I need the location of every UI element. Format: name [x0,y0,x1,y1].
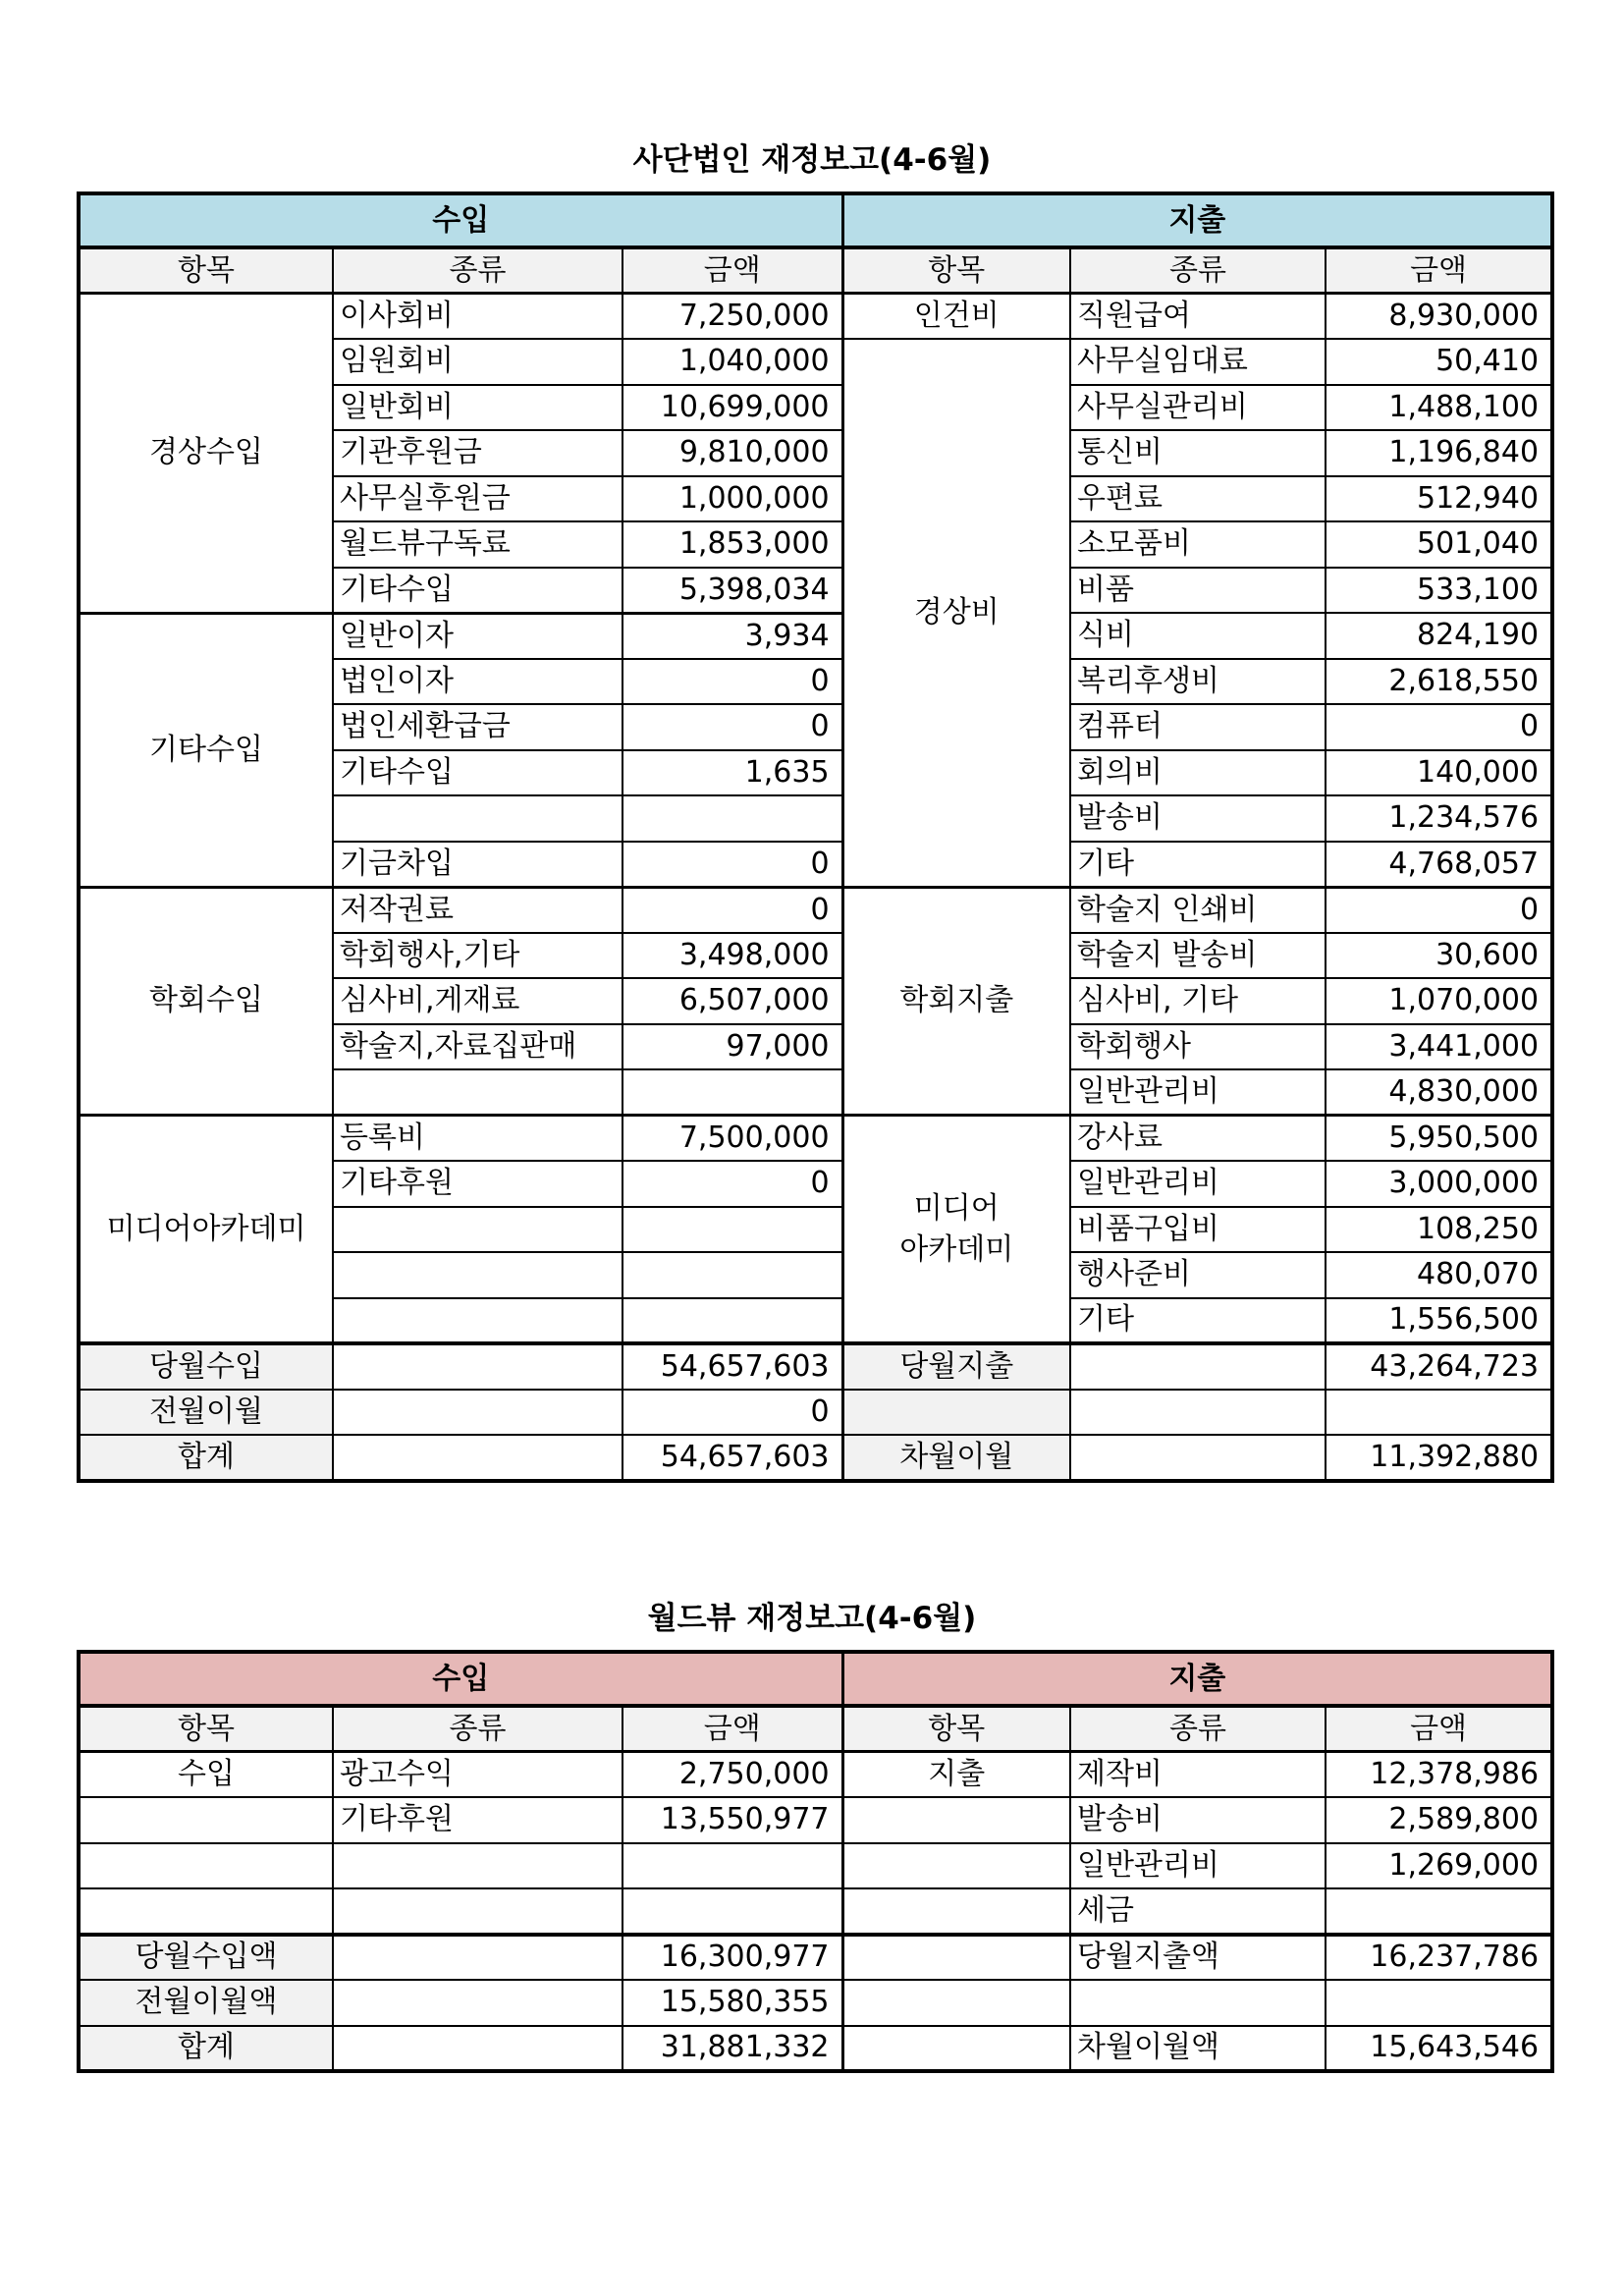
expense-category: 학회지출 [842,887,1070,1116]
income-amount: 2,750,000 [623,1752,842,1798]
summary-expense-type [1070,1343,1326,1390]
table-row [79,294,1552,340]
income-amount: 10,699,000 [623,385,842,431]
expense-amount: 501,040 [1326,521,1552,568]
expense-type: 컴퓨터 [1070,704,1326,750]
expense-amount: 30,600 [1326,933,1552,979]
summary-income-item: 전월이월액 [79,1980,333,2026]
summary-row [79,1935,1552,1981]
expense-amount: 5,950,500 [1326,1116,1552,1162]
expense-amount: 4,830,000 [1326,1069,1552,1116]
summary-expense-item [842,1935,1070,1981]
expense-amount: 1,196,840 [1326,430,1552,476]
col-amount-header: 금액 [623,247,842,294]
income-type: 등록비 [333,1116,623,1162]
income-amount [623,1207,842,1253]
summary-income-amount: 0 [623,1390,842,1436]
col-item-header: 항목 [842,247,1070,294]
summary-expense-amount: 43,264,723 [1326,1343,1552,1390]
expense-amount: 2,589,800 [1326,1797,1552,1843]
expense-amount: 480,070 [1326,1252,1552,1298]
table-row [79,1797,1552,1843]
income-amount [623,795,842,842]
expense-amount: 50,410 [1326,339,1552,385]
income-amount [623,1069,842,1116]
income-category: 학회수입 [79,887,333,1116]
income-header: 수입 [79,1652,842,1706]
income-amount: 7,250,000 [623,294,842,340]
expense-type: 기타 [1070,1298,1326,1344]
income-type [333,1843,623,1889]
summary-expense-type: 차월이월액 [1070,2026,1326,2072]
expense-amount: 512,940 [1326,476,1552,522]
income-amount: 7,500,000 [623,1116,842,1162]
expense-header: 지출 [842,1652,1552,1706]
summary-row [79,1390,1552,1436]
expense-type: 세금 [1070,1888,1326,1935]
income-amount: 1,000,000 [623,476,842,522]
report1-table [77,191,1554,1483]
summary-income-type [333,1343,623,1390]
summary-income-label: 당월수입 [79,1343,333,1390]
expense-amount: 0 [1326,704,1552,750]
expense-item [842,1888,1070,1935]
summary-income-amount: 31,881,332 [623,2026,842,2072]
expense-amount: 4,768,057 [1326,842,1552,888]
expense-amount: 1,234,576 [1326,795,1552,842]
income-type [333,1207,623,1253]
summary-expense-type [1070,1390,1326,1436]
expense-amount [1326,1888,1552,1935]
income-type: 임원회비 [333,339,623,385]
summary-income-amount: 54,657,603 [623,1435,842,1481]
income-header: 수입 [79,193,842,247]
expense-type: 일반관리비 [1070,1161,1326,1207]
income-type: 이사회비 [333,294,623,340]
expense-type: 복리후생비 [1070,659,1326,705]
expense-amount: 3,000,000 [1326,1161,1552,1207]
income-type: 일반이자 [333,613,623,659]
summary-expense-amount [1326,1980,1552,2026]
report1-title: 사단법인 재정보고(4-6월) [632,142,992,178]
income-amount: 1,853,000 [623,521,842,568]
income-amount: 9,810,000 [623,430,842,476]
summary-row [79,2026,1552,2072]
expense-amount: 140,000 [1326,750,1552,796]
summary-expense-type [1070,1980,1326,2026]
summary-income-amount: 16,300,977 [623,1935,842,1981]
report2-title: 월드뷰 재정보고(4-6월) [647,1601,977,1636]
col-amount-header: 금액 [1326,1706,1552,1752]
summary-income-type [333,1980,623,2026]
income-type: 월드뷰구독료 [333,521,623,568]
summary-expense-amount [1326,1390,1552,1436]
income-type: 학술지,자료집판매 [333,1024,623,1070]
table-row [79,613,1552,659]
col-type-header: 종류 [1070,247,1326,294]
income-amount [623,1252,842,1298]
income-type [333,1888,623,1935]
income-amount: 0 [623,1161,842,1207]
income-item [79,1888,333,1935]
expense-amount: 3,441,000 [1326,1024,1552,1070]
summary-income-amount: 15,580,355 [623,1980,842,2026]
income-item: 수입 [79,1752,333,1798]
income-amount [623,1843,842,1889]
expense-category: 인건비 [842,294,1070,340]
summary-income-type [333,1390,623,1436]
income-item [79,1843,333,1889]
income-type: 기타후원 [333,1161,623,1207]
summary-expense-amount: 11,392,880 [1326,1435,1552,1481]
table-row [79,1888,1552,1935]
expense-amount: 2,618,550 [1326,659,1552,705]
col-item-header: 항목 [79,247,333,294]
income-amount: 1,635 [623,750,842,796]
expense-item: 지출 [842,1752,1070,1798]
expense-type: 학회행사 [1070,1024,1326,1070]
income-type: 기금차입 [333,842,623,888]
expense-type: 우편료 [1070,476,1326,522]
income-type [333,1069,623,1116]
expense-category-line: 아카데미 [899,1231,1014,1267]
summary-expense-item [842,1980,1070,2026]
expense-type: 강사료 [1070,1116,1326,1162]
summary-expense-type [1070,1435,1326,1481]
income-type: 일반회비 [333,385,623,431]
expense-header: 지출 [842,193,1552,247]
income-type: 광고수익 [333,1752,623,1798]
income-type: 저작권료 [333,887,623,933]
income-category: 기타수입 [79,613,333,887]
expense-type: 행사준비 [1070,1252,1326,1298]
income-amount: 13,550,977 [623,1797,842,1843]
expense-amount: 1,070,000 [1326,978,1552,1024]
expense-type: 발송비 [1070,795,1326,842]
expense-type: 통신비 [1070,430,1326,476]
expense-type: 학술지 인쇄비 [1070,887,1326,933]
expense-type: 발송비 [1070,1797,1326,1843]
income-amount: 0 [623,887,842,933]
income-amount: 97,000 [623,1024,842,1070]
income-type [333,1252,623,1298]
summary-expense-label [842,1390,1070,1436]
expense-type: 회의비 [1070,750,1326,796]
income-type: 심사비,게재료 [333,978,623,1024]
summary-income-item: 당월수입액 [79,1935,333,1981]
col-type-header: 종류 [1070,1706,1326,1752]
income-type: 사무실후원금 [333,476,623,522]
expense-type: 비품구입비 [1070,1207,1326,1253]
summary-expense-item [842,2026,1070,2072]
summary-income-amount: 54,657,603 [623,1343,842,1390]
income-type: 법인세환급금 [333,704,623,750]
expense-type: 식비 [1070,613,1326,659]
col-type-header: 종류 [333,247,623,294]
summary-row [79,1435,1552,1481]
expense-amount: 108,250 [1326,1207,1552,1253]
summary-income-type [333,2026,623,2072]
expense-amount: 1,488,100 [1326,385,1552,431]
summary-expense-amount: 15,643,546 [1326,2026,1552,2072]
expense-amount: 1,556,500 [1326,1298,1552,1344]
summary-income-label: 전월이월 [79,1390,333,1436]
expense-item [842,1797,1070,1843]
income-type: 법인이자 [333,659,623,705]
summary-row [79,1343,1552,1390]
expense-amount: 1,269,000 [1326,1843,1552,1889]
income-type [333,1298,623,1344]
report2-table [77,1650,1554,2073]
summary-income-item: 합계 [79,2026,333,2072]
table-row [79,1843,1552,1889]
income-type: 학회행사,기타 [333,933,623,979]
col-type-header: 종류 [333,1706,623,1752]
table-row [79,1752,1552,1798]
income-amount: 1,040,000 [623,339,842,385]
income-type: 기타수입 [333,750,623,796]
expense-type: 일반관리비 [1070,1069,1326,1116]
summary-expense-amount: 16,237,786 [1326,1935,1552,1981]
col-item-header: 항목 [842,1706,1070,1752]
col-item-header: 항목 [79,1706,333,1752]
summary-expense-label: 당월지출 [842,1343,1070,1390]
expense-category [842,1116,1070,1344]
summary-expense-type: 당월지출액 [1070,1935,1326,1981]
expense-category-line: 미디어 [913,1190,1000,1226]
income-type [333,795,623,842]
income-type: 기관후원금 [333,430,623,476]
expense-type: 일반관리비 [1070,1843,1326,1889]
income-amount [623,1888,842,1935]
income-amount: 0 [623,704,842,750]
expense-type: 비품 [1070,568,1326,614]
expense-type: 심사비, 기타 [1070,978,1326,1024]
income-amount: 5,398,034 [623,568,842,614]
income-amount: 3,498,000 [623,933,842,979]
summary-row [79,1980,1552,2026]
income-amount: 6,507,000 [623,978,842,1024]
income-category: 미디어아카데미 [79,1116,333,1344]
summary-expense-label: 차월이월 [842,1435,1070,1481]
expense-item [842,1843,1070,1889]
expense-amount: 8,930,000 [1326,294,1552,340]
expense-type: 소모품비 [1070,521,1326,568]
expense-category: 경상비 [842,339,1070,887]
income-category: 경상수입 [79,294,333,614]
expense-amount: 12,378,986 [1326,1752,1552,1798]
income-amount: 3,934 [623,613,842,659]
income-amount: 0 [623,659,842,705]
summary-income-label: 합계 [79,1435,333,1481]
expense-type: 사무실관리비 [1070,385,1326,431]
summary-income-type [333,1435,623,1481]
expense-type: 제작비 [1070,1752,1326,1798]
table-row [79,1116,1552,1162]
expense-amount: 824,190 [1326,613,1552,659]
income-item [79,1797,333,1843]
expense-amount: 533,100 [1326,568,1552,614]
expense-type: 사무실임대료 [1070,339,1326,385]
summary-income-type [333,1935,623,1981]
income-amount: 0 [623,842,842,888]
expense-amount: 0 [1326,887,1552,933]
income-amount [623,1298,842,1344]
expense-type: 기타 [1070,842,1326,888]
col-amount-header: 금액 [623,1706,842,1752]
income-type: 기타후원 [333,1797,623,1843]
income-type: 기타수입 [333,568,623,614]
expense-type: 학술지 발송비 [1070,933,1326,979]
col-amount-header: 금액 [1326,247,1552,294]
table-row [79,887,1552,933]
expense-type: 직원급여 [1070,294,1326,340]
